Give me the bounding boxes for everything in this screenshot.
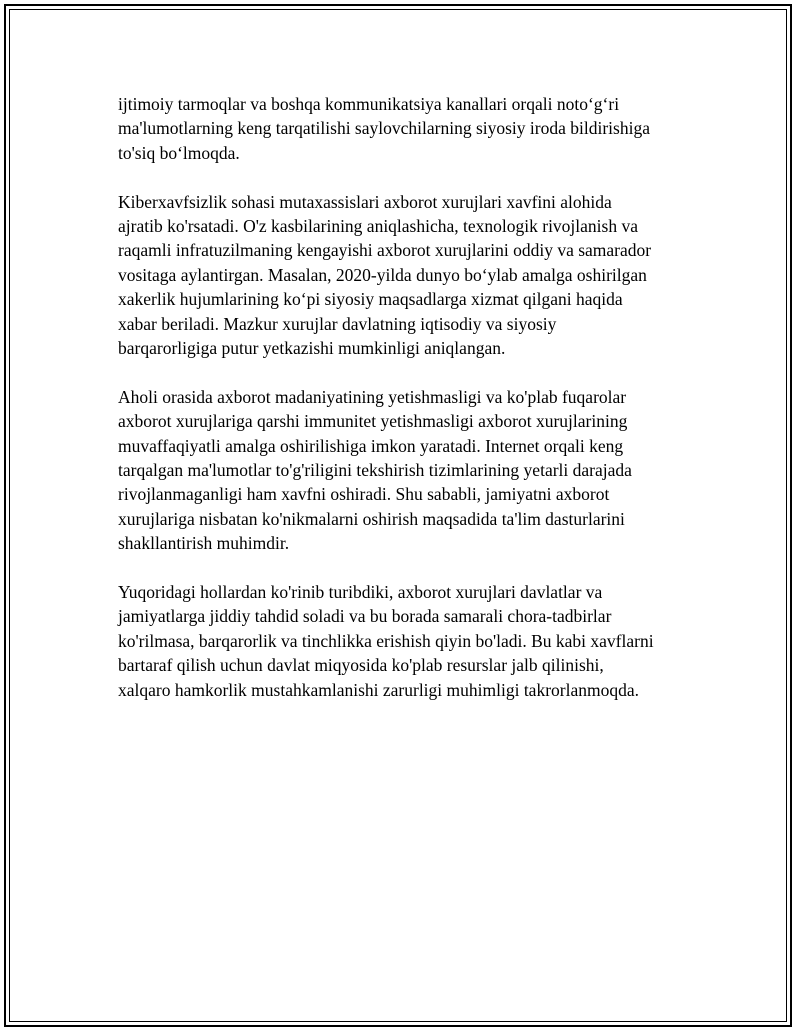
paragraph-3: Aholi orasida axborot madaniyatining yetishmasligi va ko'plab fuqarolar axborot xurujlariga qarshi immunitet yetishmasligi axborot xurujlarining muvaffaqiyatli amalga oshirilishiga imkon yaratadi. Internet orqali keng tarqalgan ma'lumotlar to'g'riligini tekshirish tizimlarining yetarli darajada rivojlanmaganligi ham xavfni oshiradi. Shu sababli, jamiyatni axborot xurujlariga nisbatan ko'nikmalarni oshirish maqsadida ta'lim dasturlarini shakllantirish muhimdir. (118, 386, 632, 554)
document-body (118, 92, 698, 727)
paragraph-2: Kiberxavfsizlik sohasi mutaxassislari axborot xurujlari xavfini alohida ajratib ko'rsatadi. O'z kasbilarining aniqlashicha, texnologik rivojlanish va raqamli infratuzilmaning kengayishi axborot xurujlarini oddiy va samarador vositaga aylantirgan. Masalan, 2020-yilda dunyo bo‘ylab amalga oshirilgan xakerlik hujumlarining ko‘pi siyosiy maqsadlarga xizmat qilgani haqida xabar beriladi. Mazkur xurujlar davlatning iqtisodiy va siyosiy barqarorligiga putur yetkazishi mumkinligi aniqlangan. (118, 191, 652, 359)
paragraph-4: Yuqoridagi hollardan ko'rinib turibdiki, axborot xurujlari davlatlar va jamiyatlarga jiddiy tahdid soladi va bu borada samarali chora-tadbirlar ko'rilmasa, barqarorlik va tinchlikka erishish qiyin bo'ladi. Bu kabi xavflarni bartaraf qilish uchun davlat miqyosida ko'plab resurslar jalb qilinishi, xalqaro hamkorlik mustahkamlanishi zarurligi muhimligi takrorlanmoqda. (118, 582, 654, 700)
page-border (4, 4, 792, 1027)
paragraph-1: ijtimoiy tarmoqlar va boshqa kommunikatsiya kanallari orqali noto‘g‘ri ma'lumotlarning keng tarqatilishi saylovchilarning siyosiy iroda bildirishiga to'siq bo‘lmoqda. (118, 94, 650, 163)
